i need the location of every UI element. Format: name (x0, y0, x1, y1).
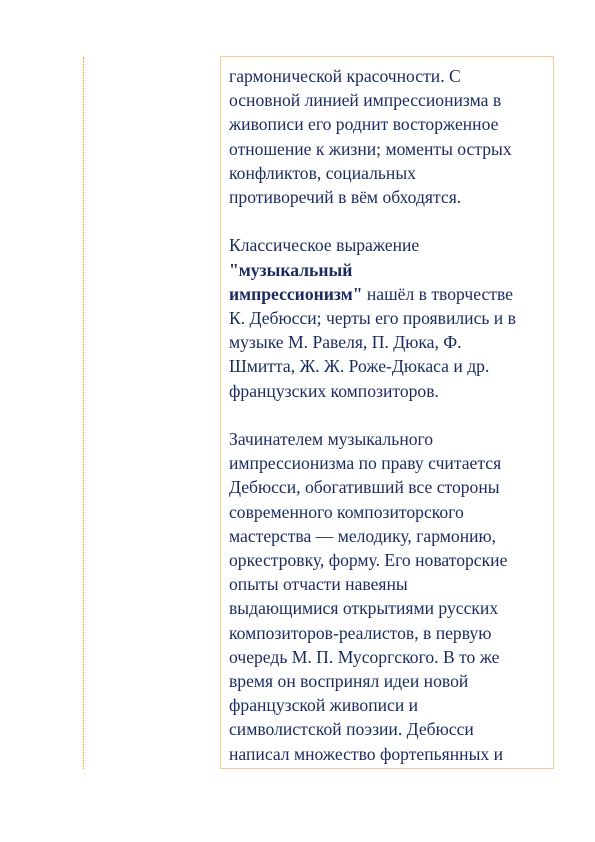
text-line: очередь М. П. Мусоргского. В то же (229, 646, 500, 667)
text-line: основной линией импрессионизма в (229, 90, 502, 111)
text-line: музыке М. Равеля, П. Дюка, Ф. (229, 332, 462, 353)
text-line: французских композиторов. (229, 380, 439, 401)
text-line: оркестровку, форму. Его новаторские (229, 550, 508, 571)
text-line (229, 282, 549, 306)
text-line: время он воспринял идеи новой (229, 671, 469, 692)
text-line: конфликтов, социальных (229, 162, 416, 183)
paragraph-1 (229, 64, 549, 209)
text-line: отношение к жизни; моменты острых (229, 138, 512, 159)
text-line: К. Дебюсси; черты его проявились и в (229, 308, 516, 329)
text-line: Классическое выражение (229, 235, 420, 256)
text-line: символистской поэзии. Дебюсси (229, 719, 474, 740)
text-line: опыты отчасти навеяны (229, 574, 408, 595)
text-line: композиторов-реалистов, в первую (229, 622, 492, 643)
text-line-tail: нашёл в творчестве (362, 283, 513, 304)
text-line: написал множество фортепьянных и (229, 743, 504, 764)
text-line: живописи его роднит восторженное (229, 114, 499, 135)
text-line: Шмитта, Ж. Ж. Роже-Дюкаса и др. (229, 356, 490, 377)
paragraph-2 (229, 233, 549, 402)
paragraph-3 (229, 427, 549, 766)
bold-term: импрессионизм" (229, 283, 363, 304)
text-line: противоречий в вём обходятся. (229, 187, 462, 208)
text-line: Зачинателем музыкального (229, 429, 434, 450)
text-line: современного композиторского (229, 501, 464, 522)
text-line: Дебюсси, обогативший все стороны (229, 477, 500, 498)
text-line: импрессионизма по праву считается (229, 453, 502, 474)
text-frame (220, 56, 554, 769)
text-line: гармонической красочности. С (229, 66, 461, 86)
text-line: выдающимися открытиями русских (229, 598, 499, 619)
text-content (229, 64, 549, 769)
left-margin-rule (83, 57, 84, 769)
bold-term-line: "музыкальный (229, 259, 353, 280)
text-line: французской живописи и (229, 695, 419, 716)
text-line: мастерства — мелодику, гармонию, (229, 525, 497, 546)
